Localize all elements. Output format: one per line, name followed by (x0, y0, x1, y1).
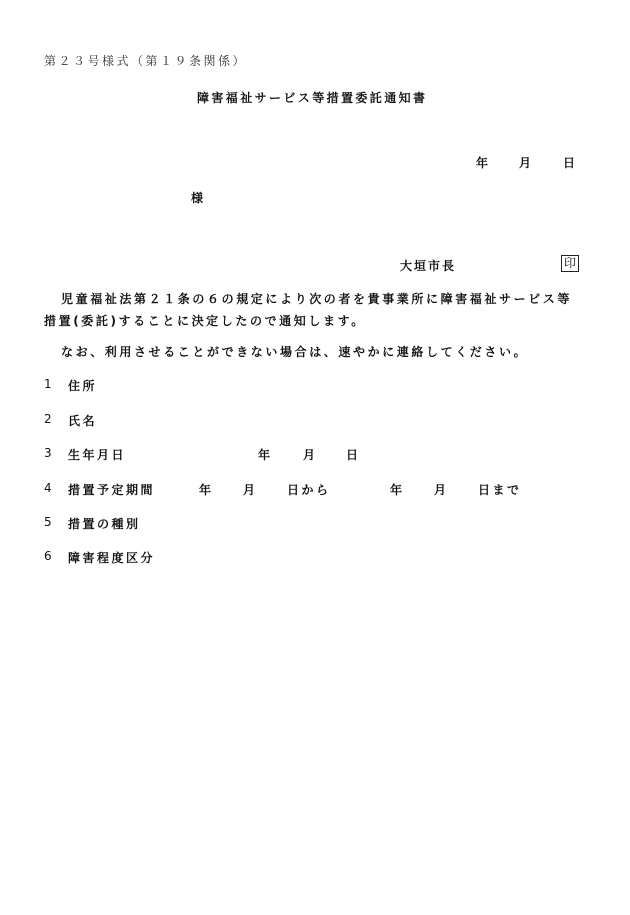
item-number: 3 (44, 446, 55, 460)
body-paragraph-1: 児童福祉法第２１条の６の規定により次の者を貴事業所に障害福祉サービス等措置(委託)することに決定したので通知します。 (44, 292, 573, 328)
period-from-month-label: 月 (243, 483, 258, 497)
item-number: 1 (44, 377, 55, 391)
item-number: 4 (44, 481, 55, 495)
issue-date-month-label: 月 (519, 156, 532, 170)
addressee-suffix: 様 (191, 191, 204, 205)
item-number: 5 (44, 515, 55, 529)
issuer-seal (561, 255, 579, 272)
birthdate-day-label: 日 (346, 448, 361, 462)
item-measure-type (44, 515, 344, 531)
item-label: 障害程度区分 (68, 551, 156, 565)
period-to-year-label: 年 (390, 483, 405, 497)
issue-date-day-label: 日 (563, 156, 576, 170)
item-label: 住所 (68, 379, 98, 393)
issue-date-year-label: 年 (476, 156, 489, 170)
item-period (44, 481, 604, 497)
period-from-year-label: 年 (199, 483, 214, 497)
document-title: 障害福祉サービス等措置委託通知書 (197, 91, 428, 105)
item-number: 6 (44, 549, 55, 563)
item-label: 氏名 (68, 414, 98, 428)
item-name (44, 412, 344, 428)
birthdate-year-label: 年 (258, 448, 273, 462)
body-paragraph-2: なお、利用させることができない場合は、速やかに連絡してください。 (61, 345, 529, 359)
seal-mark: 印 (561, 255, 579, 272)
form-number: 第２３号様式（第１９条関係） (44, 54, 248, 68)
period-to-day-label: 日まで (478, 483, 522, 497)
item-label: 措置の種別 (68, 517, 141, 531)
item-number: 2 (44, 412, 55, 426)
item-label: 生年月日 (68, 448, 127, 462)
issuer-name: 大垣市長 (400, 259, 457, 273)
item-disability-level (44, 549, 344, 565)
birthdate-month-label: 月 (303, 448, 318, 462)
item-birthdate (44, 446, 584, 462)
period-from-day-label: 日から (287, 483, 331, 497)
period-to-month-label: 月 (434, 483, 449, 497)
item-address (44, 377, 344, 393)
item-label: 措置予定期間 (68, 483, 156, 497)
